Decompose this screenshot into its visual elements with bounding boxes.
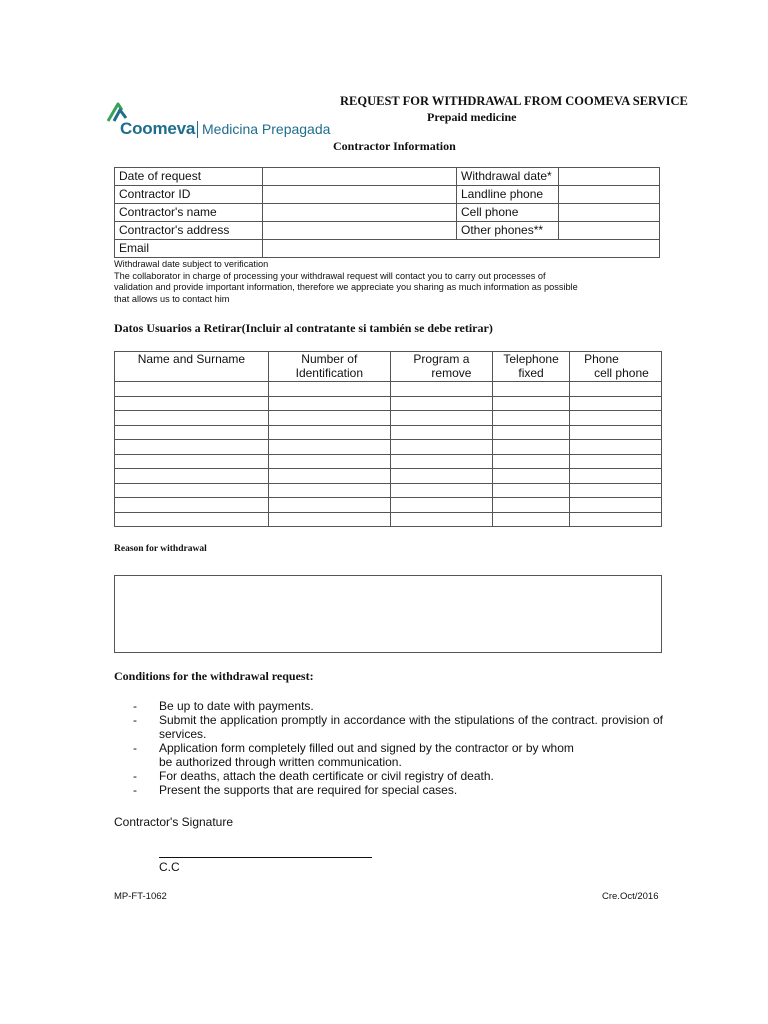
table-row <box>115 222 660 240</box>
document-title: REQUEST FOR WITHDRAWAL FROM COOMEVA SERVICE <box>340 94 688 108</box>
table-cell[interactable] <box>390 498 492 513</box>
table-row <box>115 396 662 411</box>
table-cell[interactable] <box>570 411 662 426</box>
table-cell[interactable] <box>493 382 570 397</box>
table-row <box>115 186 660 204</box>
condition-item <box>133 741 663 769</box>
condition-item <box>133 699 663 713</box>
table-row <box>115 498 662 513</box>
id-label: C.C <box>159 860 180 874</box>
table-row <box>115 411 662 426</box>
reason-label: Reason for withdrawal <box>114 544 207 554</box>
logo-separator <box>197 121 198 138</box>
users-table <box>114 351 662 527</box>
table-cell[interactable] <box>390 512 492 527</box>
logo-brand-text: Coomeva <box>120 119 196 138</box>
table-row <box>115 425 662 440</box>
cell-phone-field[interactable] <box>559 204 660 222</box>
table-cell[interactable] <box>390 382 492 397</box>
contractor-name-label: Contractor's name <box>115 204 263 222</box>
table-cell[interactable] <box>570 454 662 469</box>
condition-text: Submit the application promptly in accordance with the stipulations of the contract. provision of services. <box>159 713 663 741</box>
bullet-dash: - <box>133 741 137 755</box>
table-cell[interactable] <box>570 425 662 440</box>
date-of-request-field[interactable] <box>263 168 457 186</box>
table-cell[interactable] <box>115 469 269 484</box>
table-cell[interactable] <box>493 498 570 513</box>
contractor-address-label: Contractor's address <box>115 222 263 240</box>
table-row <box>115 382 662 397</box>
table-cell[interactable] <box>570 469 662 484</box>
table-cell[interactable] <box>493 483 570 498</box>
contractor-address-field[interactable] <box>263 222 457 240</box>
table-cell[interactable] <box>268 498 390 513</box>
bullet-dash: - <box>133 699 137 713</box>
col-program: Program a remove <box>390 352 492 382</box>
other-phones-label: Other phones** <box>457 222 559 240</box>
table-cell[interactable] <box>570 382 662 397</box>
table-cell[interactable] <box>493 440 570 455</box>
table-row <box>115 469 662 484</box>
logo-subtitle-text: Medicina Prepagada <box>202 121 331 137</box>
table-cell[interactable] <box>390 483 492 498</box>
note-line: Withdrawal date subject to verification <box>114 259 269 269</box>
col-name-surname: Name and Surname <box>115 352 269 382</box>
contractor-id-label: Contractor ID <box>115 186 263 204</box>
table-cell[interactable] <box>268 483 390 498</box>
condition-text: Application form completely filled out and signed by the contractor or by whom be authorized through written communication. <box>159 741 574 769</box>
condition-item <box>133 713 663 741</box>
table-cell[interactable] <box>390 411 492 426</box>
table-cell[interactable] <box>570 440 662 455</box>
condition-text: Present the supports that are required for special cases. <box>159 783 458 797</box>
users-section-title: Datos Usuarios a Retirar(Incluir al contratante si también se debe retirar) <box>114 321 493 335</box>
table-row <box>115 204 660 222</box>
signature-label: Contractor's Signature <box>114 815 234 829</box>
email-label: Email <box>115 240 263 258</box>
bullet-dash: - <box>133 769 137 783</box>
cell-phone-label: Cell phone <box>457 204 559 222</box>
table-cell[interactable] <box>493 411 570 426</box>
table-cell[interactable] <box>268 469 390 484</box>
conditions-title: Conditions for the withdrawal request: <box>114 669 314 683</box>
other-phones-field[interactable] <box>559 222 660 240</box>
col-identification: Number of Identification <box>268 352 390 382</box>
document-subtitle: Prepaid medicine <box>427 110 517 124</box>
table-cell[interactable] <box>115 512 269 527</box>
table-row <box>115 168 660 186</box>
table-cell[interactable] <box>115 396 269 411</box>
table-cell[interactable] <box>493 396 570 411</box>
table-cell[interactable] <box>268 382 390 397</box>
table-cell[interactable] <box>268 396 390 411</box>
landline-phone-field[interactable] <box>559 186 660 204</box>
note-line: The collaborator in charge of processing your withdrawal request will contact you to carry out processes of <box>114 270 546 281</box>
bullet-dash: - <box>133 713 137 727</box>
coomeva-logo <box>106 101 336 141</box>
reason-textbox[interactable] <box>114 575 662 653</box>
table-row <box>115 454 662 469</box>
table-cell[interactable] <box>570 396 662 411</box>
withdrawal-date-field[interactable] <box>559 168 660 186</box>
table-cell[interactable] <box>268 440 390 455</box>
signature-line[interactable] <box>159 857 372 858</box>
form-code: MP-FT-1062 <box>114 891 167 902</box>
note-line: that allows us to contact him <box>114 293 230 304</box>
table-cell[interactable] <box>268 425 390 440</box>
table-cell[interactable] <box>493 425 570 440</box>
table-cell[interactable] <box>570 512 662 527</box>
verification-note <box>114 259 614 305</box>
table-row <box>115 240 660 258</box>
table-row <box>115 512 662 527</box>
table-cell[interactable] <box>115 498 269 513</box>
date-of-request-label: Date of request <box>115 168 263 186</box>
condition-text: Be up to date with payments. <box>159 699 314 713</box>
table-cell[interactable] <box>390 396 492 411</box>
contractor-info-table <box>114 167 660 258</box>
table-cell[interactable] <box>268 512 390 527</box>
table-cell[interactable] <box>390 469 492 484</box>
email-field[interactable] <box>263 240 660 258</box>
landline-phone-label: Landline phone <box>457 186 559 204</box>
form-date: Cre.Oct/2016 <box>602 891 659 902</box>
table-header-row <box>115 352 662 382</box>
table-cell[interactable] <box>493 512 570 527</box>
table-cell[interactable] <box>115 382 269 397</box>
table-cell[interactable] <box>115 454 269 469</box>
condition-text: For deaths, attach the death certificate or civil registry of death. <box>159 769 494 783</box>
table-row <box>115 440 662 455</box>
table-cell[interactable] <box>115 411 269 426</box>
col-telephone-fixed: Telephone fixed <box>493 352 570 382</box>
table-row <box>115 483 662 498</box>
contractor-id-field[interactable] <box>263 186 457 204</box>
table-cell[interactable] <box>390 425 492 440</box>
bullet-dash: - <box>133 783 137 797</box>
condition-item <box>133 769 663 783</box>
table-cell[interactable] <box>115 483 269 498</box>
users-table-body <box>115 382 662 527</box>
table-cell[interactable] <box>115 425 269 440</box>
table-cell[interactable] <box>390 440 492 455</box>
contractor-name-field[interactable] <box>263 204 457 222</box>
table-cell[interactable] <box>390 454 492 469</box>
table-cell[interactable] <box>115 440 269 455</box>
table-cell[interactable] <box>268 411 390 426</box>
table-cell[interactable] <box>570 483 662 498</box>
note-line: validation and provide important information, therefore we appreciate you sharing as much information as possible <box>114 282 578 292</box>
table-cell[interactable] <box>493 469 570 484</box>
contractor-section-title: Contractor Information <box>333 139 456 153</box>
withdrawal-date-label: Withdrawal date* <box>457 168 559 186</box>
table-cell[interactable] <box>570 498 662 513</box>
conditions-list <box>133 699 663 797</box>
col-cell-phone: Phone cell phone <box>570 352 662 382</box>
table-cell[interactable] <box>493 454 570 469</box>
condition-item <box>133 783 663 797</box>
table-cell[interactable] <box>268 454 390 469</box>
